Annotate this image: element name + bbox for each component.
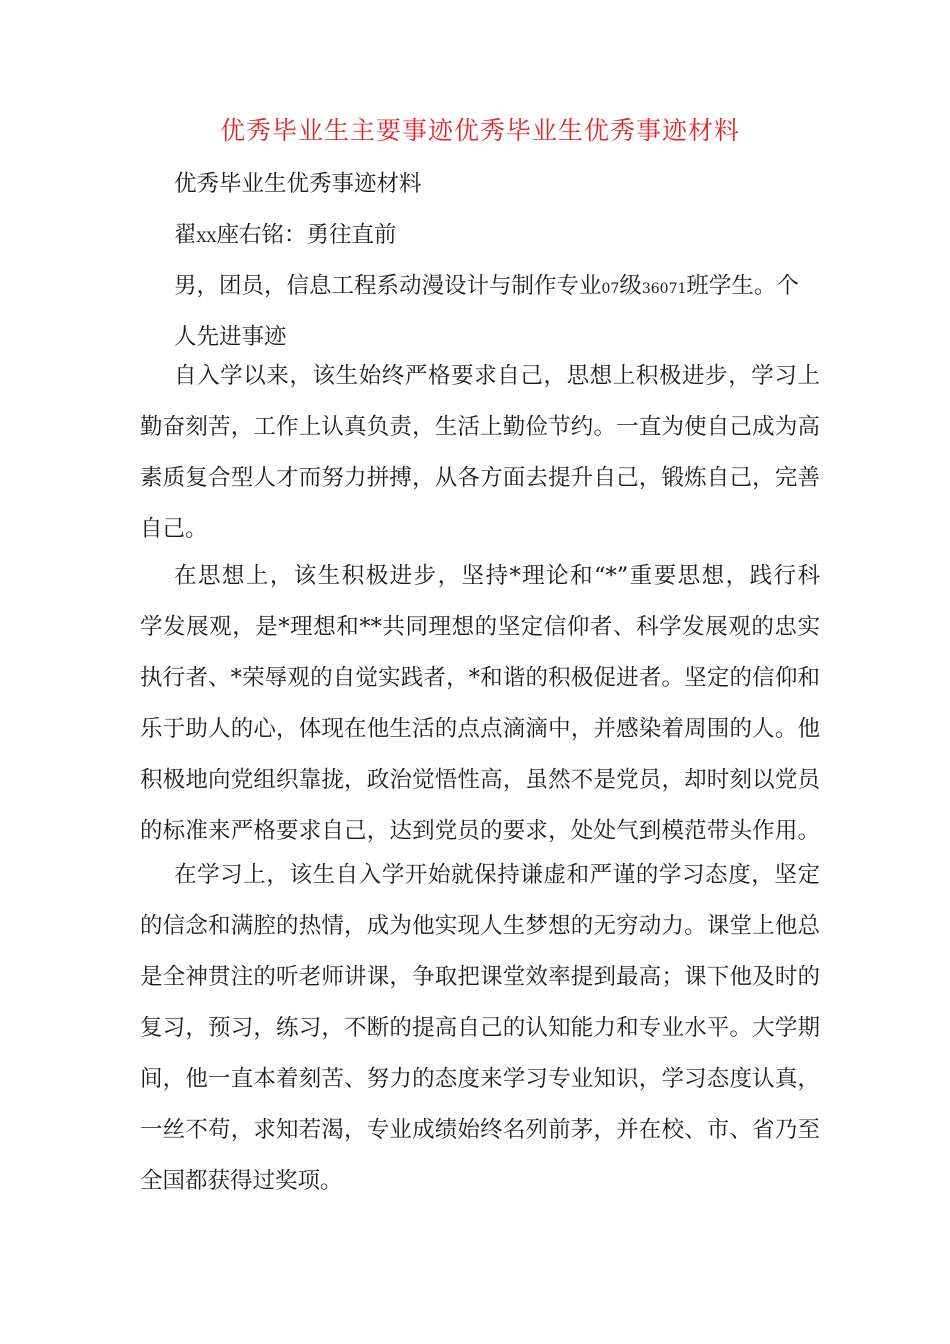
motto-prefix: 翟 xyxy=(174,222,197,248)
bio-line-1 xyxy=(140,261,820,312)
subtitle: 优秀毕业生优秀事迹材料 xyxy=(174,171,422,197)
paragraph-line: 复习，预习，练习，不断的提高自己的认知能力和专业水平。大学期 xyxy=(140,1015,820,1041)
motto-line xyxy=(140,210,820,261)
paragraph-line: 的标准来严格要求自己，达到党员的要求，处处气到模范带头作用。 xyxy=(140,818,820,844)
subtitle-line xyxy=(140,159,820,210)
bio-small-2: 36071 xyxy=(641,281,687,297)
paragraph-line: 积极地向党组织靠拢，政治觉悟性高，虽然不是党员，却时刻以党员 xyxy=(140,767,820,793)
bio-b: 级 xyxy=(619,273,642,299)
bio-small-1: 07 xyxy=(601,281,620,297)
paragraph-line: 一丝不苟，求知若渴，专业成绩始终名列前茅，并在校、市、省乃至 xyxy=(140,1117,820,1143)
bio-a: 男，团员，信息工程系动漫设计与制作专业 xyxy=(174,273,602,299)
paragraph-line: 间，他一直本着刻苦、努力的态度来学习专业知识，学习态度认真， xyxy=(140,1066,820,1092)
paragraph-line: 在学习上，该生自入学开始就保持谦虚和严谨的学习态度，坚定 xyxy=(174,862,820,888)
paragraph-line: 全国都获得过奖项。 xyxy=(140,1168,343,1194)
paragraph-line: 的信念和满腔的热情，成为他实现人生梦想的无穷动力。课堂上他总 xyxy=(140,913,820,939)
paragraph-line: 自己。 xyxy=(140,516,208,542)
document-title: 优秀毕业生主要事迹优秀毕业生优秀事迹材料 xyxy=(219,116,740,145)
paragraph-line: 勤奋刻苦，工作上认真负责，生活上勤俭节约。一直为使自己成为高 xyxy=(140,414,820,440)
paragraph-3 xyxy=(140,850,820,1207)
motto-small: XX xyxy=(196,230,217,246)
paragraph-1 xyxy=(140,351,820,555)
intro-block xyxy=(140,159,820,363)
paragraph-line: 是全神贯注的听老师讲课，争取把课堂效率提到最高；课下他及时的 xyxy=(140,964,820,990)
paragraph-line: 执行者、*荣辱观的自觉实践者，*和谐的积极促进者。坚定的信仰和 xyxy=(140,665,820,691)
paragraph-line: 在思想上，该生积极进步，坚持*理论和“*”重要思想，践行科 xyxy=(174,563,820,589)
paragraph-line: 乐于助人的心，体现在他生活的点点滴滴中，并感染着周围的人。他 xyxy=(140,716,820,742)
paragraph-line: 素质复合型人才而努力拼搏，从各方面去提升自己，锻炼自己，完善 xyxy=(140,465,820,491)
bio-c: 班学生。个 xyxy=(686,273,799,299)
paragraph-line: 自入学以来，该生始终严格要求自己，思想上积极进步，学习上 xyxy=(174,363,820,389)
motto-suffix: 座右铭：勇往直前 xyxy=(216,222,397,248)
paragraph-line: 学发展观，是*理想和**共同理想的坚定信仰者、科学发展观的忠实 xyxy=(140,614,820,640)
bio-line-2-text: 人先进事迹 xyxy=(174,324,287,350)
paragraph-2 xyxy=(140,551,820,857)
